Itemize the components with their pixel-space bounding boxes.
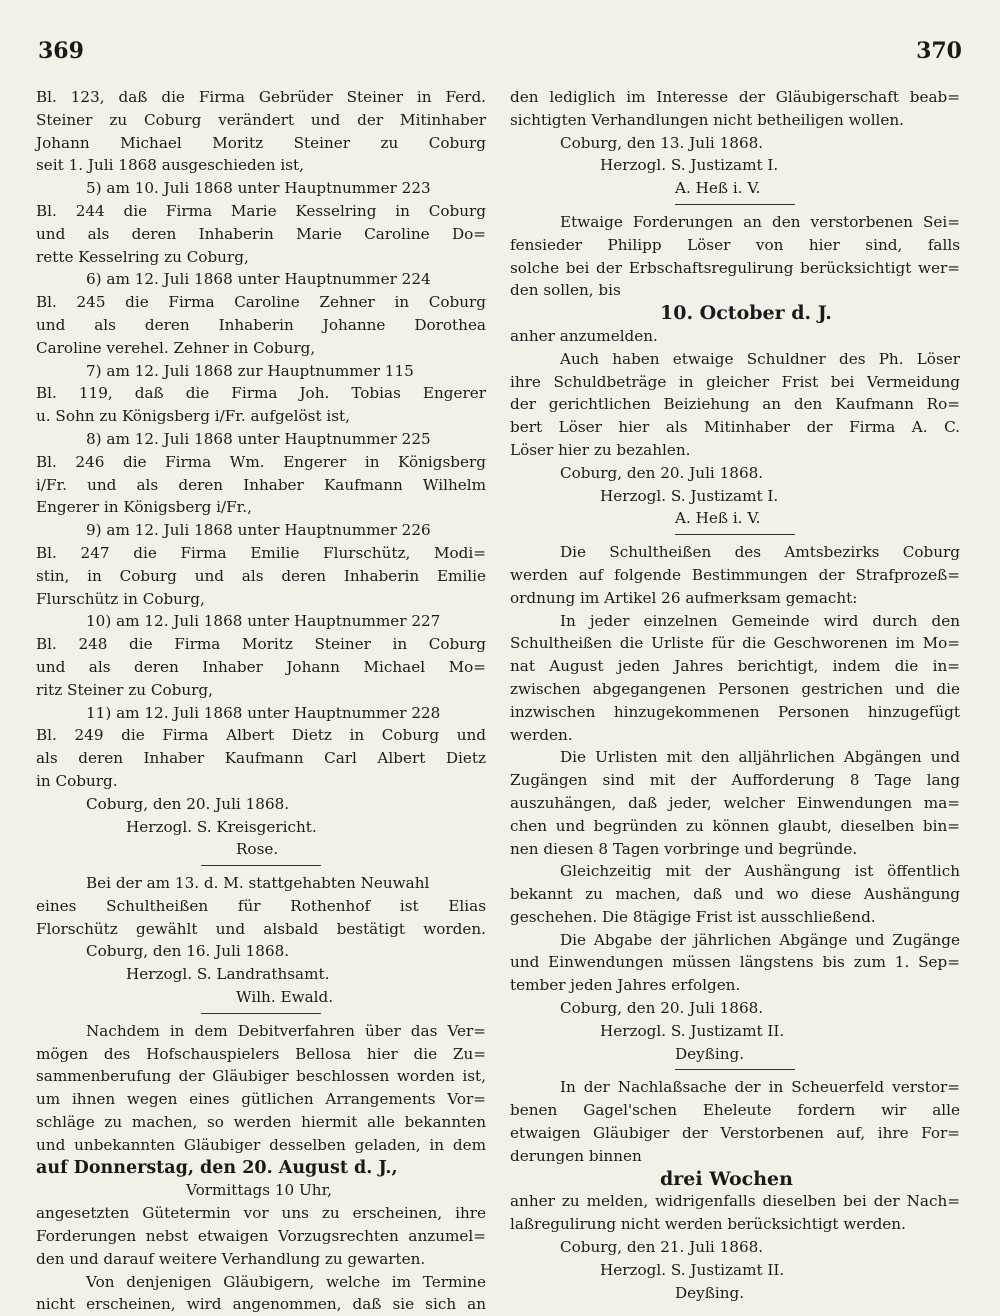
text-line: den sollen, bis xyxy=(510,281,621,300)
text-line: Herzogl. S. Justizamt I. xyxy=(600,486,779,505)
text-line: und als deren Inhaber Johann Michael Mo= xyxy=(36,657,486,676)
text-line: A. Heß i. V. xyxy=(675,509,761,528)
text-line: in Coburg. xyxy=(36,771,118,790)
text-line: Schultheißen die Urliste für die Geschworenen im Mo= xyxy=(510,634,960,653)
text-line: Herzogl. S. Kreisgericht. xyxy=(126,817,317,836)
text-line: 7) am 12. Juli 1868 zur Hauptnummer 115 xyxy=(86,361,414,380)
text-line: seit 1. Juli 1868 ausgeschieden ist, xyxy=(36,156,304,175)
text-line: rette Kesselring zu Coburg, xyxy=(36,247,249,266)
text-line: Zugängen sind mit der Aufforderung 8 Tage lang xyxy=(510,771,960,790)
text-line: Wilh. Ewald. xyxy=(236,988,334,1007)
text-line: In der Nachlaßsache der in Scheuerfeld verstor= xyxy=(560,1078,960,1097)
text-line: etwaigen Gläubiger der Verstorbenen auf, ihre For= xyxy=(510,1124,960,1143)
text-line: als deren Inhaber Kaufmann Carl Albert Dietz xyxy=(36,749,486,768)
text-line: Coburg, den 20. Juli 1868. xyxy=(560,999,764,1018)
text-line: 5) am 10. Juli 1868 unter Hauptnummer 223 xyxy=(86,179,431,198)
section-divider xyxy=(675,1069,795,1070)
text-line: Engerer in Königsberg i/Fr., xyxy=(36,498,252,517)
text-line: angesetzten Gütetermin vor uns zu erscheinen, ihre xyxy=(36,1204,486,1223)
text-line: bekannt zu machen, daß und wo diese Aushängung xyxy=(510,885,960,904)
text-line: Coburg, den 21. Juli 1868. xyxy=(560,1238,764,1257)
text-line: Steiner zu Coburg verändert und der Mitinhaber xyxy=(36,110,486,129)
text-line: Von denjenigen Gläubigern, welche im Termine xyxy=(86,1272,486,1291)
text-line: bert Löser hier als Mitinhaber der Firma A. C. xyxy=(510,418,960,437)
text-line: Bl. 246 die Firma Wm. Engerer in Königsberg xyxy=(36,452,486,471)
text-line: drei Wochen xyxy=(660,1167,793,1190)
text-line: Coburg, den 13. Juli 1868. xyxy=(560,133,764,152)
text-line: Vormittags 10 Uhr, xyxy=(186,1181,332,1200)
text-line: Forderungen nebst etwaigen Vorzugsrechten anzumel= xyxy=(36,1227,486,1246)
text-line: Auch haben etwaige Schuldner des Ph. Löser xyxy=(560,349,960,368)
text-line: 10) am 12. Juli 1868 unter Hauptnummer 227 xyxy=(86,612,441,631)
text-line: Deyßing. xyxy=(675,1044,745,1063)
text-line: Löser hier zu bezahlen. xyxy=(510,440,691,459)
text-line: ordnung im Artikel 26 aufmerksam gemacht: xyxy=(510,588,858,607)
text-line: solche bei der Erbschaftsregulirung berücksichtigt wer= xyxy=(510,258,960,277)
left-column xyxy=(36,86,486,1316)
page-number-left: 369 xyxy=(38,38,84,64)
section-divider xyxy=(675,534,795,535)
text-line: Deyßing. xyxy=(675,1283,745,1302)
text-line: anher zu melden, widrigenfalls dieselben bei der Nach= xyxy=(510,1192,960,1211)
text-line: Bl. 119, daß die Firma Joh. Tobias Engerer xyxy=(36,384,486,403)
text-line: 11) am 12. Juli 1868 unter Hauptnummer 228 xyxy=(86,703,441,722)
text-line: den und darauf weitere Verhandlung zu gewarten. xyxy=(36,1249,426,1268)
text-line: ihre Schuldbeträge in gleicher Frist bei Vermeidung xyxy=(510,372,960,391)
text-line: Coburg, den 16. Juli 1868. xyxy=(86,942,290,961)
text-line: laßregulirung nicht werden berücksichtigt werden. xyxy=(510,1215,906,1234)
text-line: tember jeden Jahres erfolgen. xyxy=(510,976,741,995)
page-number-right: 370 xyxy=(916,38,962,64)
text-line: und unbekannten Gläubiger desselben geladen, in dem xyxy=(36,1135,486,1154)
text-line: stin, in Coburg und als deren Inhaberin Emilie xyxy=(36,566,486,585)
text-line: werden auf folgende Bestimmungen der Strafprozeß= xyxy=(510,565,960,584)
text-line: Rose. xyxy=(236,840,279,859)
text-line: Die Abgabe der jährlichen Abgänge und Zugänge xyxy=(560,930,960,949)
text-line: 10. October d. J. xyxy=(660,302,832,325)
text-line: der gerichtlichen Beiziehung an den Kaufmann Ro= xyxy=(510,395,960,414)
text-line: Herzogl. S. Justizamt II. xyxy=(600,1260,785,1279)
text-line: u. Sohn zu Königsberg i/Fr. aufgelöst ist, xyxy=(36,407,350,426)
text-line: und als deren Inhaberin Johanne Dorothea xyxy=(36,315,486,334)
text-line: Bl. 244 die Firma Marie Kesselring in Coburg xyxy=(36,201,486,220)
text-line: Johann Michael Moritz Steiner zu Coburg xyxy=(36,133,486,152)
text-line: Bei der am 13. d. M. stattgehabten Neuwahl xyxy=(86,874,430,893)
text-line: eines Schultheißen für Rothenhof ist Elias xyxy=(36,896,486,915)
text-line: Flurschütz in Coburg, xyxy=(36,589,205,608)
text-line: Nachdem in dem Debitverfahren über das Ver= xyxy=(86,1021,486,1040)
text-line: nat August jeden Jahres berichtigt, indem die in= xyxy=(510,657,960,676)
right-column xyxy=(510,86,960,1304)
text-line: fensieder Philipp Löser von hier sind, falls xyxy=(510,235,960,254)
text-line: schläge zu machen, so werden hiermit alle bekannten xyxy=(36,1113,486,1132)
text-line: sichtigten Verhandlungen nicht betheiligen wollen. xyxy=(510,110,905,129)
text-line: Herzogl. S. Justizamt I. xyxy=(600,156,779,175)
text-line: Coburg, den 20. Juli 1868. xyxy=(560,463,764,482)
text-line: 8) am 12. Juli 1868 unter Hauptnummer 225 xyxy=(86,429,431,448)
text-line: Herzogl. S. Landrathsamt. xyxy=(126,965,330,984)
text-line: In jeder einzelnen Gemeinde wird durch den xyxy=(560,611,960,630)
text-line: anher anzumelden. xyxy=(510,326,658,345)
text-line: auszuhängen, daß jeder, welcher Einwendungen ma= xyxy=(510,793,960,812)
text-line: nicht erscheinen, wird angenommen, daß sie sich an xyxy=(36,1295,486,1314)
text-line: werden. xyxy=(510,725,573,744)
text-line: um ihnen wegen eines gütlichen Arrangements Vor= xyxy=(36,1090,486,1109)
text-line: Bl. 249 die Firma Albert Dietz in Coburg und xyxy=(36,726,486,745)
text-line: 9) am 12. Juli 1868 unter Hauptnummer 226 xyxy=(86,521,431,540)
text-line: Gleichzeitig mit der Aushängung ist öffentlich xyxy=(560,862,960,881)
text-line: i/Fr. und als deren Inhaber Kaufmann Wilhelm xyxy=(36,475,486,494)
text-line: A. Heß i. V. xyxy=(675,179,761,198)
text-line: mögen des Hofschauspielers Bellosa hier die Zu= xyxy=(36,1044,486,1063)
text-line: derungen binnen xyxy=(510,1146,642,1165)
text-line: und Einwendungen müssen längstens bis zum 1. Sep= xyxy=(510,953,960,972)
text-line: sammenberufung der Gläubiger beschlossen worden ist, xyxy=(36,1067,486,1086)
section-divider xyxy=(201,1013,321,1014)
text-line: inzwischen hinzugekommenen Personen hinzugefügt xyxy=(510,702,960,721)
section-divider xyxy=(201,865,321,866)
text-line: Bl. 248 die Firma Moritz Steiner in Coburg xyxy=(36,635,486,654)
text-line: geschehen. Die 8tägige Frist ist ausschließend. xyxy=(510,907,876,926)
text-line: Florschütz gewählt und alsbald bestätigt worden. xyxy=(36,919,486,938)
text-line: chen und begründen zu können glaubt, dieselben bin= xyxy=(510,816,960,835)
text-line: Bl. 123, daß die Firma Gebrüder Steiner in Ferd. xyxy=(36,88,486,106)
text-line: Bl. 245 die Firma Caroline Zehner in Coburg xyxy=(36,293,486,312)
text-line: 6) am 12. Juli 1868 unter Hauptnummer 224 xyxy=(86,270,431,289)
text-line: Die Schultheißen des Amtsbezirks Coburg xyxy=(560,543,960,562)
section-divider xyxy=(675,204,795,205)
text-line: Bl. 247 die Firma Emilie Flurschütz, Modi= xyxy=(36,543,486,562)
text-line: Caroline verehel. Zehner in Coburg, xyxy=(36,338,316,357)
text-line: ritz Steiner zu Coburg, xyxy=(36,680,213,699)
text-line: den lediglich im Interesse der Gläubigerschaft beab= xyxy=(510,88,960,106)
text-line: nen diesen 8 Tagen vorbringe und begründe. xyxy=(510,839,858,858)
text-line: benen Gagel'schen Eheleute fordern wir alle xyxy=(510,1101,960,1120)
text-line: Coburg, den 20. Juli 1868. xyxy=(86,794,290,813)
text-line: Herzogl. S. Justizamt II. xyxy=(600,1021,785,1040)
text-line: auf Donnerstag, den 20. August d. J., xyxy=(36,1157,398,1178)
text-line: zwischen abgegangenen Personen gestrichen und die xyxy=(510,679,960,698)
text-line: und als deren Inhaberin Marie Caroline Do= xyxy=(36,224,486,243)
text-line: Die Urlisten mit den alljährlichen Abgängen und xyxy=(560,748,960,767)
text-line: Etwaige Forderungen an den verstorbenen Sei= xyxy=(560,212,960,231)
